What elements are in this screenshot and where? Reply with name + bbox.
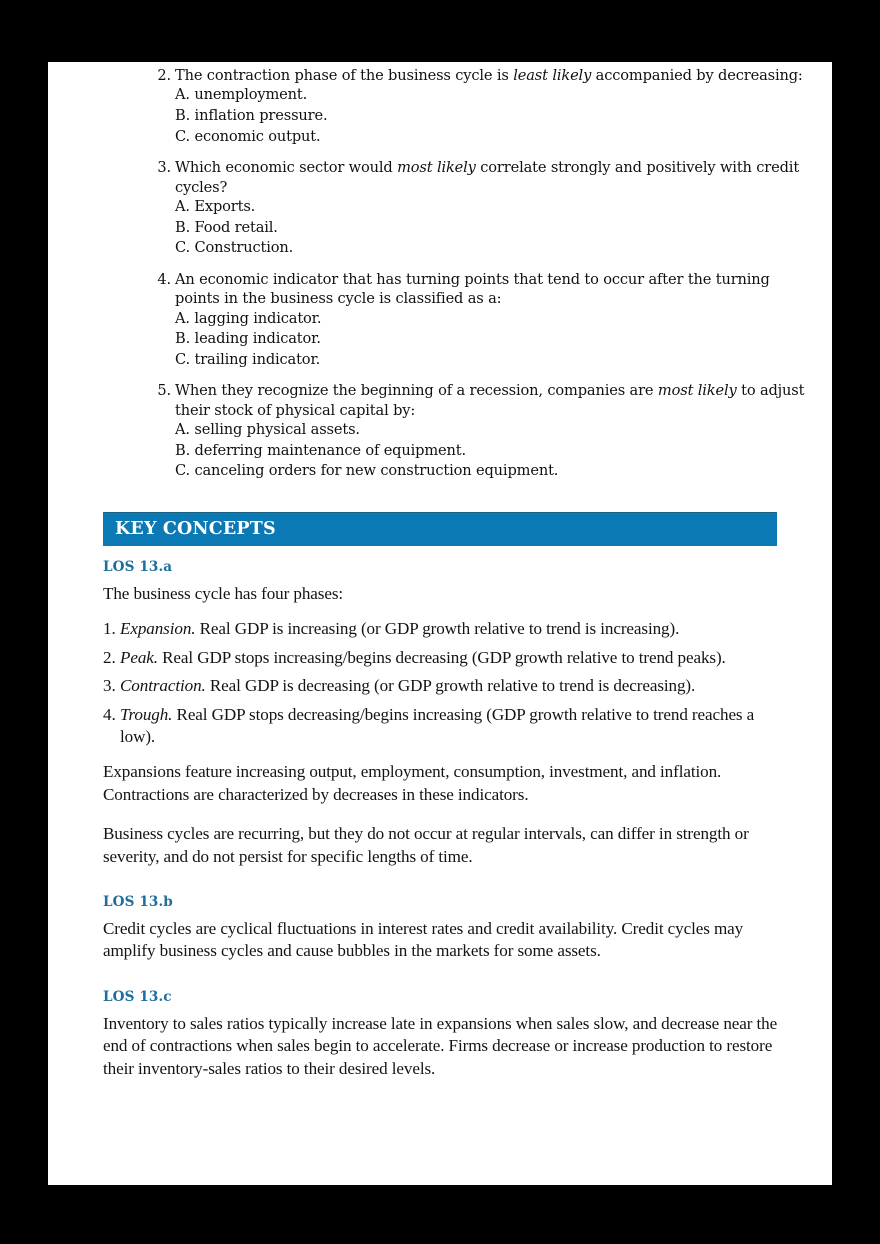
- list-item-number: 4.: [103, 704, 116, 724]
- list-item-number: 2.: [103, 647, 116, 667]
- question-number: 4.: [157, 270, 171, 288]
- choice-c[interactable]: C. economic output.: [175, 127, 321, 145]
- list-item-number: 1.: [103, 619, 116, 639]
- los-heading-13a: LOS 13.a: [103, 559, 173, 575]
- question-emphasis: most likely: [657, 382, 737, 400]
- phase-term: Trough.: [120, 704, 173, 724]
- question-choices: [175, 309, 818, 371]
- phase-description: Real GDP stops decreasing/begins increasing (GDP growth relative to trend reaches a low).: [120, 704, 755, 747]
- document-page: [48, 62, 832, 1185]
- list-item: [103, 704, 779, 749]
- question-number: 5.: [157, 382, 171, 400]
- choice-a[interactable]: A. selling physical assets.: [175, 421, 360, 439]
- choice-a[interactable]: A. Exports.: [175, 198, 256, 215]
- los-13c-paragraph-1: Inventory to sales ratios typically increase late in expansions when sales slow, and decrease near the end of contractions when sales begin to accelerate. Firms decrease or increase production to restore their inventory-sales ratios to their desired levels.: [103, 1013, 778, 1078]
- los-13a-intro: The business cycle has four phases:: [103, 584, 344, 603]
- choice-a[interactable]: A. unemployment.: [175, 86, 308, 104]
- choice-b[interactable]: B. inflation pressure.: [175, 107, 328, 124]
- question-number: 3.: [157, 159, 171, 177]
- list-item-number: 3.: [103, 676, 116, 696]
- los-heading-13b: LOS 13.b: [103, 894, 173, 911]
- key-concepts-body: [103, 558, 779, 1097]
- question-stem-tail: correlate strongly and positively with credit cycles?: [175, 159, 800, 196]
- question-item: [48, 270, 832, 371]
- business-cycle-phase-list: [103, 618, 779, 748]
- question-stem-lead: The contraction phase of the business cycle is: [175, 67, 514, 84]
- question-item: [48, 158, 832, 259]
- los-13a-paragraph-1: Expansions feature increasing output, employment, consumption, investment, and inflation. Contractions are characterized by decreases in these indicators.: [103, 762, 722, 804]
- choice-c[interactable]: C. trailing indicator.: [175, 350, 321, 368]
- phase-term: Peak.: [120, 647, 158, 667]
- los-13a-paragraph-2: Business cycles are recurring, but they do not occur at regular intervals, can differ in strength or severity, and do not persist for specific lengths of time.: [103, 824, 749, 866]
- key-concepts-title: KEY CONCEPTS: [115, 519, 276, 539]
- question-stem-tail: to adjust their stock of physical capital by:: [175, 382, 805, 419]
- choice-c[interactable]: C. Construction.: [175, 239, 294, 257]
- question-emphasis: least likely: [513, 67, 592, 84]
- question-stem-tail: accompanied by decreasing:: [591, 67, 803, 84]
- question-stem-lead: An economic indicator that has turning points that tend to occur after the turning points in the business cycle is classified as a:: [175, 270, 770, 308]
- phase-description: Real GDP is increasing (or GDP growth relative to trend is increasing).: [195, 619, 680, 639]
- choice-c[interactable]: C. canceling orders for new construction equipment.: [175, 462, 559, 480]
- question-emphasis: most likely: [397, 159, 476, 177]
- question-stem: [175, 381, 818, 420]
- question-stem-lead: When they recognize the beginning of a recession, companies are: [175, 382, 658, 400]
- los-heading-13c: LOS 13.c: [103, 988, 172, 1005]
- choice-b[interactable]: B. deferring maintenance of equipment.: [175, 441, 466, 459]
- question-item: [48, 381, 832, 482]
- choice-a[interactable]: A. lagging indicator.: [175, 309, 322, 327]
- practice-questions-block: [48, 62, 832, 493]
- question-choices: [175, 197, 818, 259]
- list-item: [103, 618, 779, 640]
- question-item: [48, 66, 832, 147]
- phase-term: Expansion.: [120, 619, 196, 639]
- question-stem: [175, 158, 818, 197]
- choice-b[interactable]: B. leading indicator.: [175, 330, 321, 348]
- choice-b[interactable]: B. Food retail.: [175, 218, 278, 236]
- question-choices: [175, 420, 818, 482]
- key-concepts-banner: [103, 512, 777, 546]
- question-stem-lead: Which economic sector would: [175, 159, 398, 177]
- phase-description: Real GDP stops increasing/begins decreasing (GDP growth relative to trend peaks).: [157, 647, 726, 667]
- phase-term: Contraction.: [120, 676, 206, 696]
- phase-description: Real GDP is decreasing (or GDP growth relative to trend is decreasing).: [205, 676, 696, 696]
- question-stem: [175, 66, 818, 85]
- question-choices: [175, 85, 818, 147]
- list-item: [103, 675, 779, 697]
- question-number: 2.: [157, 67, 171, 84]
- question-stem: [175, 270, 818, 309]
- los-13b-paragraph-1: Credit cycles are cyclical fluctuations in interest rates and credit availability. Credit cycles may amplify business cycles and cause bubbles in the markets for some assets.: [103, 919, 744, 961]
- list-item: [103, 647, 779, 669]
